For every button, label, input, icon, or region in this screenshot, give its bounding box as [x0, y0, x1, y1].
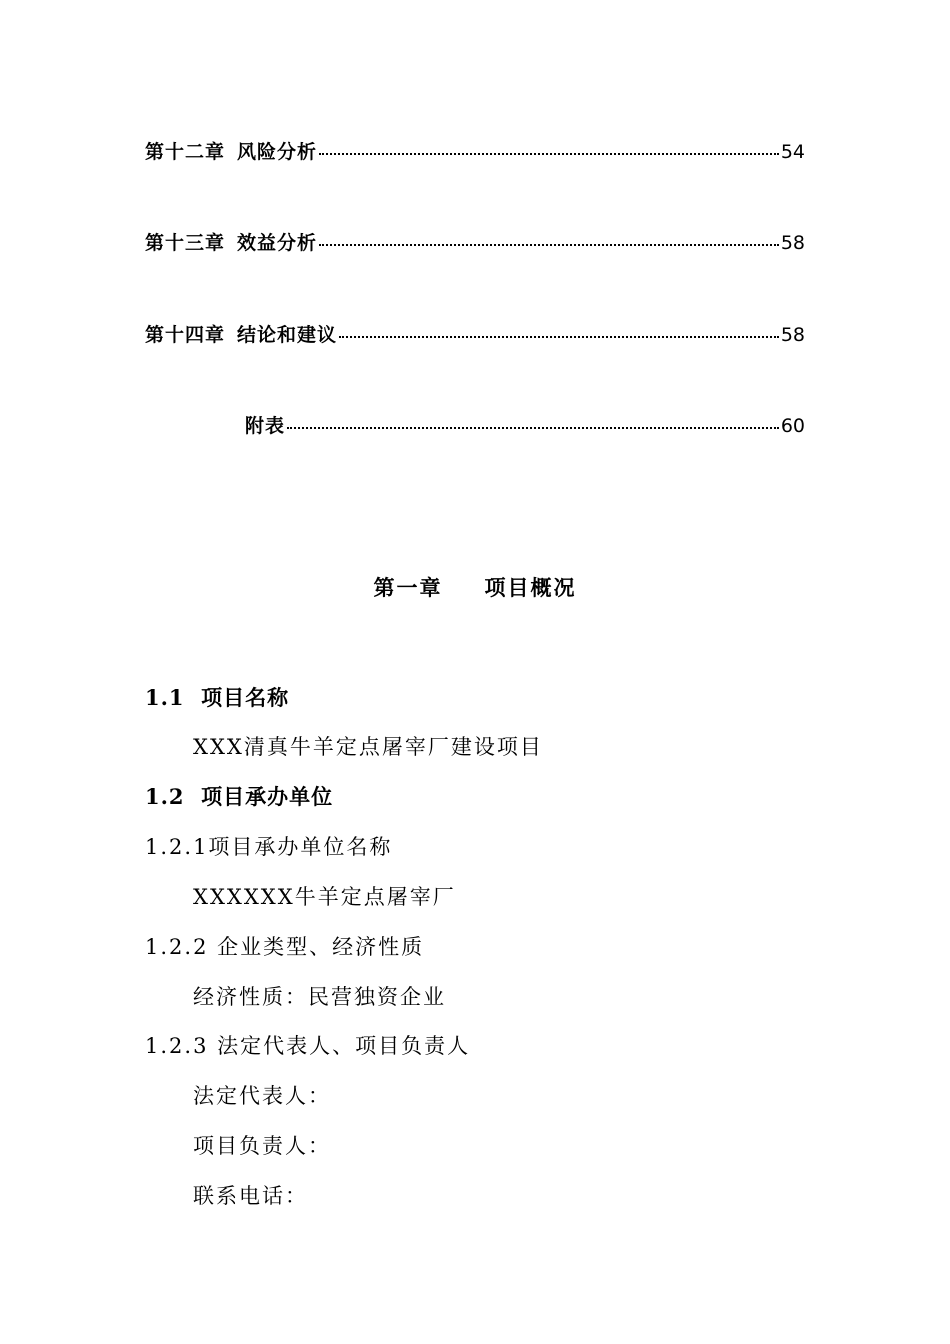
- toc-chapter-number: 第十四章: [145, 324, 226, 346]
- toc-page-number: 60: [780, 415, 805, 437]
- toc-entry-label: [145, 140, 317, 164]
- toc-entry-label: [145, 323, 337, 347]
- toc-entry[interactable]: [145, 322, 805, 347]
- toc-entry-label: [245, 414, 285, 438]
- chapter-title: [0, 572, 950, 602]
- project-name-text: XXX清真牛羊定点屠宰厂建设项目: [193, 735, 543, 759]
- toc-entry-label: [145, 231, 317, 255]
- section-heading-1-1: 1.1 项目名称: [145, 685, 290, 710]
- economic-nature-text: 经济性质：民营独资企业: [193, 985, 446, 1009]
- contact-phone-field: 联系电话：: [193, 1184, 308, 1208]
- toc-entry[interactable]: [145, 139, 805, 164]
- toc-chapter-title: 风险分析: [237, 141, 318, 163]
- project-lead-field: 项目负责人：: [193, 1134, 331, 1158]
- section-heading-1-2: 1.2 项目承办单位: [145, 784, 334, 809]
- toc-leader-dots: [339, 319, 779, 338]
- toc-page-number: 54: [780, 141, 805, 163]
- toc-entry[interactable]: [145, 230, 805, 255]
- subsection-heading-1-2-2: 1.2.2 企业类型、经济性质: [145, 935, 425, 959]
- toc-chapter-number: 第十二章: [145, 141, 226, 163]
- toc-chapter-number: 第十三章: [145, 232, 226, 254]
- subsection-heading-1-2-1: 1.2.1项目承办单位名称: [145, 835, 393, 859]
- toc-leader-dots: [319, 136, 779, 155]
- chapter-name: 项目概况: [484, 576, 577, 600]
- toc-chapter-title: 结论和建议: [237, 324, 338, 346]
- organizer-name-text: XXXXXX牛羊定点屠宰厂: [193, 885, 456, 909]
- subsection-heading-1-2-3: 1.2.3 法定代表人、项目负责人: [145, 1034, 471, 1058]
- chapter-number: 第一章: [373, 576, 443, 600]
- legal-representative-field: 法定代表人：: [193, 1084, 331, 1108]
- toc-leader-dots: [287, 410, 779, 429]
- toc-chapter-title: 效益分析: [237, 232, 318, 254]
- toc-leader-dots: [319, 227, 779, 246]
- toc-page-number: 58: [780, 324, 805, 346]
- toc-appendix-title: 附表: [245, 415, 286, 437]
- toc-entry[interactable]: [245, 413, 805, 438]
- toc-page-number: 58: [780, 232, 805, 254]
